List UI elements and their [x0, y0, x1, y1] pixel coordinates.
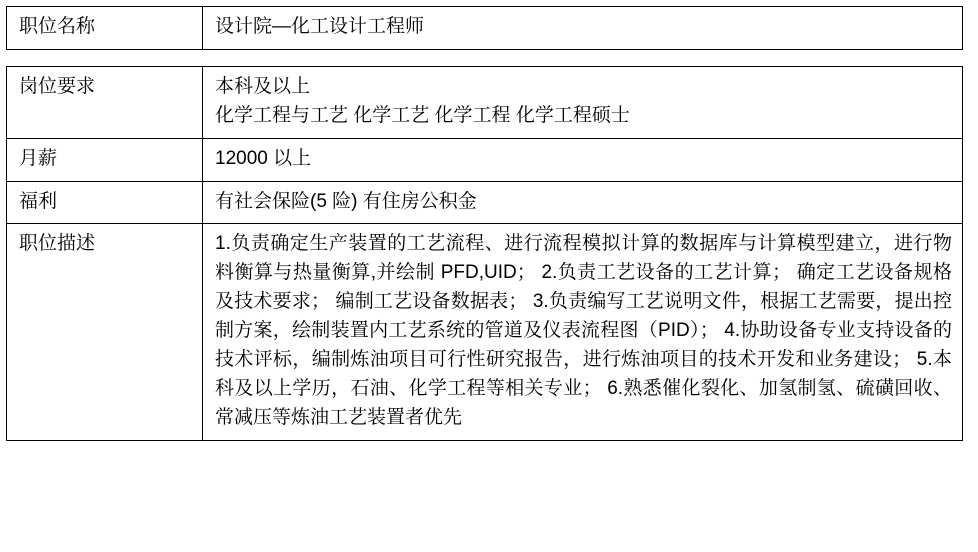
table-row-benefits — [7, 181, 963, 224]
table-row-requirements — [7, 66, 963, 138]
row-value-description: 1.负责确定生产装置的工艺流程、进行流程模拟计算的数据库与计算模型建立，进行物料衡算与热量衡算,并绘制 PFD,UID； 2.负责工艺设备的工艺计算； 确定工艺设备规格及技术要求； 编制工艺设备数据表； 3.负责编写工艺说明文件，根据工艺需要，提出控制方案，绘制装置内工艺系统的管道及仪表流程图（PID）； 4.协助设备专业支持设备的技术评标，编制炼油项目可行性研究报告，进行炼油项目的技术开发和业务建设； 5.本科及以上学历，石油、化学工程等相关专业； 6.熟悉催化裂化、加氢制氢、硫磺回收、常减压等炼油工艺装置者优先 — [203, 224, 963, 440]
table-row-spacer — [7, 49, 963, 66]
row-value-job-title: 设计院—化工设计工程师 — [203, 7, 963, 50]
spacer-cell-right — [203, 49, 963, 66]
row-label-requirements: 岗位要求 — [7, 66, 203, 138]
table-row-salary — [7, 138, 963, 181]
row-value-salary: 12000 以上 — [203, 138, 963, 181]
row-value-benefits: 有社会保险(5 险) 有住房公积金 — [203, 181, 963, 224]
row-label-benefits: 福利 — [7, 181, 203, 224]
document-page — [0, 6, 978, 552]
row-label-job-title: 职位名称 — [7, 7, 203, 50]
job-posting-table — [6, 6, 963, 441]
requirements-line-majors: 化学工程与工艺 化学工艺 化学工程 化学工程硕士 — [215, 104, 630, 126]
row-label-salary: 月薪 — [7, 138, 203, 181]
table-row-description — [7, 224, 963, 440]
row-value-requirements — [203, 66, 963, 138]
spacer-cell-left — [7, 49, 203, 66]
table-row-job-title — [7, 7, 963, 50]
requirements-line-education: 本科及以上 — [215, 75, 311, 97]
row-label-description: 职位描述 — [7, 224, 203, 440]
